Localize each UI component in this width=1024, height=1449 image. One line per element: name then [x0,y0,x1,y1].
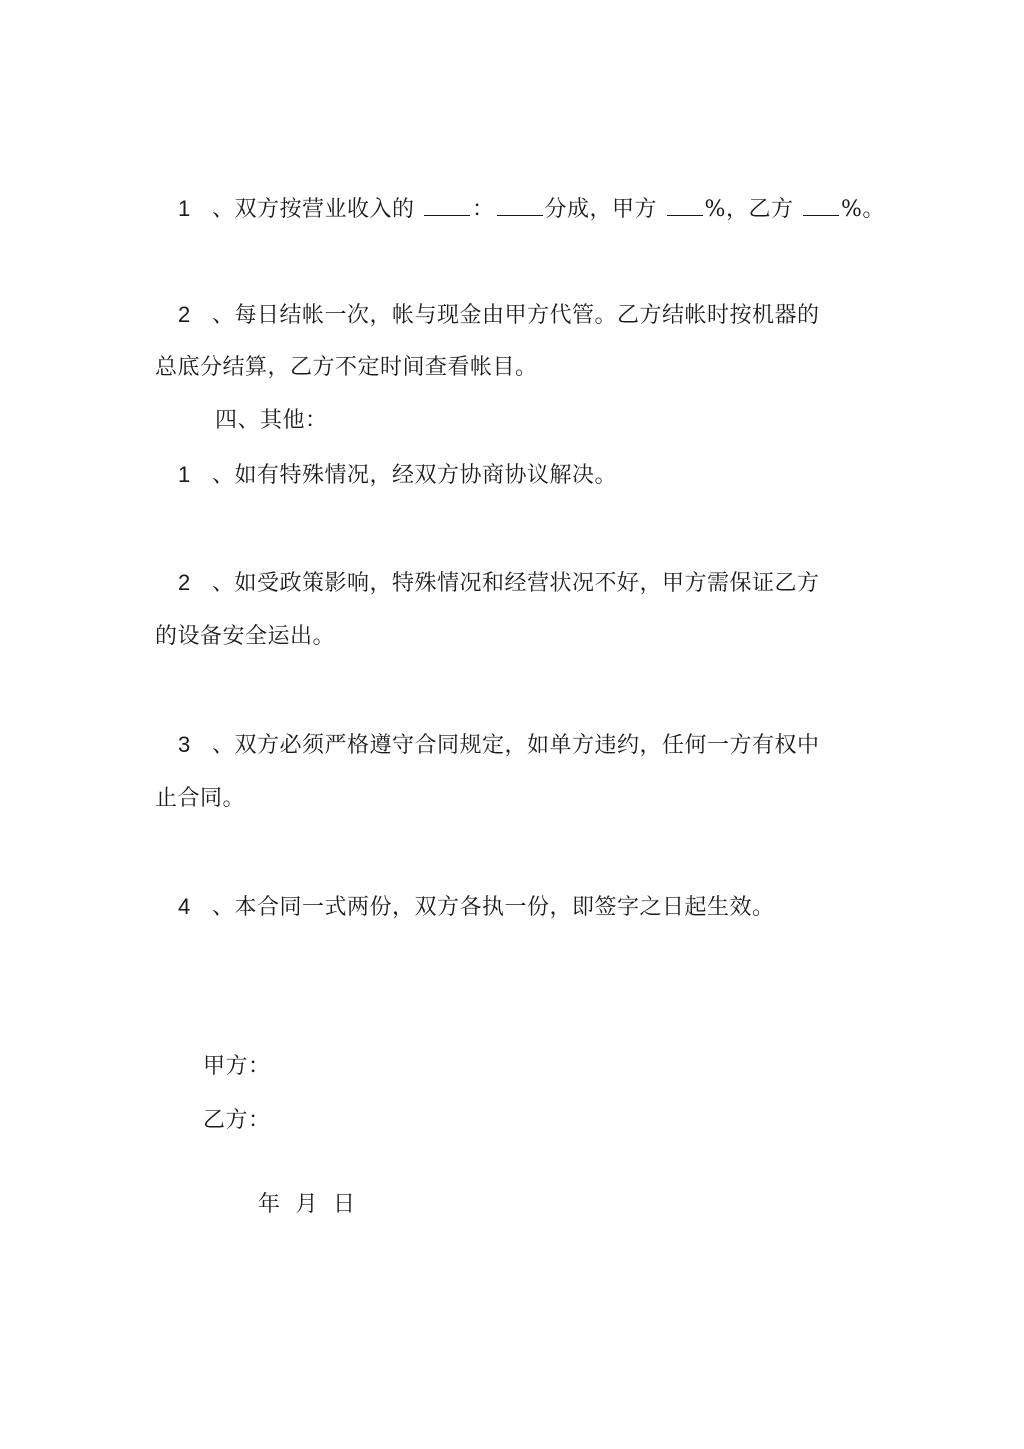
clause-number: 1 [178,196,191,221]
clause-copies-effective [178,892,775,923]
clause-settlement-line1 [178,300,820,331]
section-heading-text: 四、其他： [215,408,328,433]
clause-revenue-split [178,194,885,225]
clause-policy-impact-line1 [178,568,820,599]
clause-text: 止合同。 [155,786,246,811]
clause-number: 2 [178,302,191,327]
clause-breach-line1 [178,730,820,761]
blank-party-a-percent [667,195,703,216]
date-label: 年 月 日 [257,1192,356,1217]
blank-ratio-b [497,195,543,216]
section-heading-other [215,406,328,436]
signature-date [228,1160,355,1250]
signature-party-a [203,1052,271,1082]
clause-text: 、本合同一式两份，双方各执一份，即签字之日起生效。 [212,895,775,920]
signature-party-b [203,1106,271,1136]
clause-number: 2 [178,570,191,595]
clause-text: 总底分结算，乙方不定时间查看帐目。 [155,355,538,380]
clause-settlement-line2 [155,353,538,383]
clause-text: 、如有特殊情况，经双方协商协议解决。 [212,463,618,488]
clause-number: 4 [178,894,191,919]
signature-label: 乙方： [203,1108,271,1133]
clause-breach-line2 [155,784,245,814]
blank-party-b-percent [803,195,839,216]
clause-text-percent-a: %，乙方 [704,197,794,222]
clause-text: 、双方必须严格遵守合同规定，如单方违约，任何一方有权中 [212,733,820,758]
signature-label: 甲方： [203,1054,271,1079]
clause-text-percent-b: %。 [840,197,885,222]
clause-text: 、双方按营业收入的 [212,197,415,222]
clause-policy-impact-line2 [155,622,335,652]
ratio-colon: ： [472,197,495,222]
clause-text-split: 分成，甲方 [544,197,658,222]
clause-text: 的设备安全运出。 [155,624,336,649]
clause-number: 1 [178,462,191,487]
clause-special-circumstances [178,460,617,491]
clause-text: 、如受政策影响，特殊情况和经营状况不好，甲方需保证乙方 [212,571,820,596]
blank-ratio-a [424,195,470,216]
clause-number: 3 [178,732,191,757]
clause-text: 、每日结帐一次，帐与现金由甲方代管。乙方结帐时按机器的 [212,303,820,328]
